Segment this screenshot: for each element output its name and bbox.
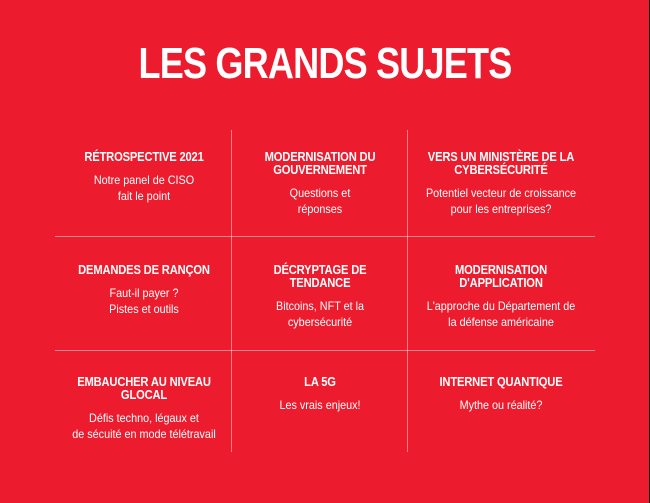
topic-cell xyxy=(55,263,233,317)
page-title: LES GRANDS SUJETS xyxy=(138,39,512,88)
topic-title: DEMANDES DE RANÇON xyxy=(78,262,210,277)
topic-cell xyxy=(407,375,595,413)
row-divider-2 xyxy=(55,350,595,351)
topic-title: EMBAUCHER AU NIVEAU GLOCAL xyxy=(77,374,211,402)
row-divider-1 xyxy=(55,236,595,237)
topic-title: INTERNET QUANTIQUE xyxy=(439,374,563,389)
topic-title: LA 5G xyxy=(304,374,336,389)
topic-cell xyxy=(231,375,409,413)
topic-title: MODERNISATION DU GOUVERNEMENT xyxy=(264,149,376,177)
topic-description: Notre panel de CISO fait le point xyxy=(93,173,195,203)
topic-cell xyxy=(231,263,409,330)
topic-cell xyxy=(407,263,595,330)
topics-grid xyxy=(55,130,595,452)
topic-title: RÉTROSPECTIVE 2021 xyxy=(84,149,204,164)
topic-title: VERS UN MINISTÈRE DE LA CYBERSÉCURITÉ xyxy=(427,149,575,177)
topic-description: L'approche du Département de la défense américaine xyxy=(426,299,576,329)
topic-title: MODERNISATION D'APPLICATION xyxy=(455,262,547,290)
topic-cell xyxy=(55,375,233,442)
topic-description: Défis techno, légaux et de sécuité en mode télétravail xyxy=(72,411,216,441)
topic-description: Les vrais enjeux! xyxy=(279,398,361,412)
topic-title: DÉCRYPTAGE DE TENDANCE xyxy=(273,262,367,290)
topic-cell xyxy=(231,150,409,217)
topic-description: Faut-il payer ? Pistes et outils xyxy=(109,286,179,316)
topic-description: Potentiel vecteur de croissance pour les entreprises? xyxy=(425,186,577,216)
topic-description: Bitcoins, NFT et la cybersécurité xyxy=(275,299,365,329)
topic-cell xyxy=(55,150,233,204)
topic-description: Questions et réponses xyxy=(289,186,351,216)
topic-description: Mythe ou réalité? xyxy=(459,398,543,412)
topic-cell xyxy=(407,150,595,217)
